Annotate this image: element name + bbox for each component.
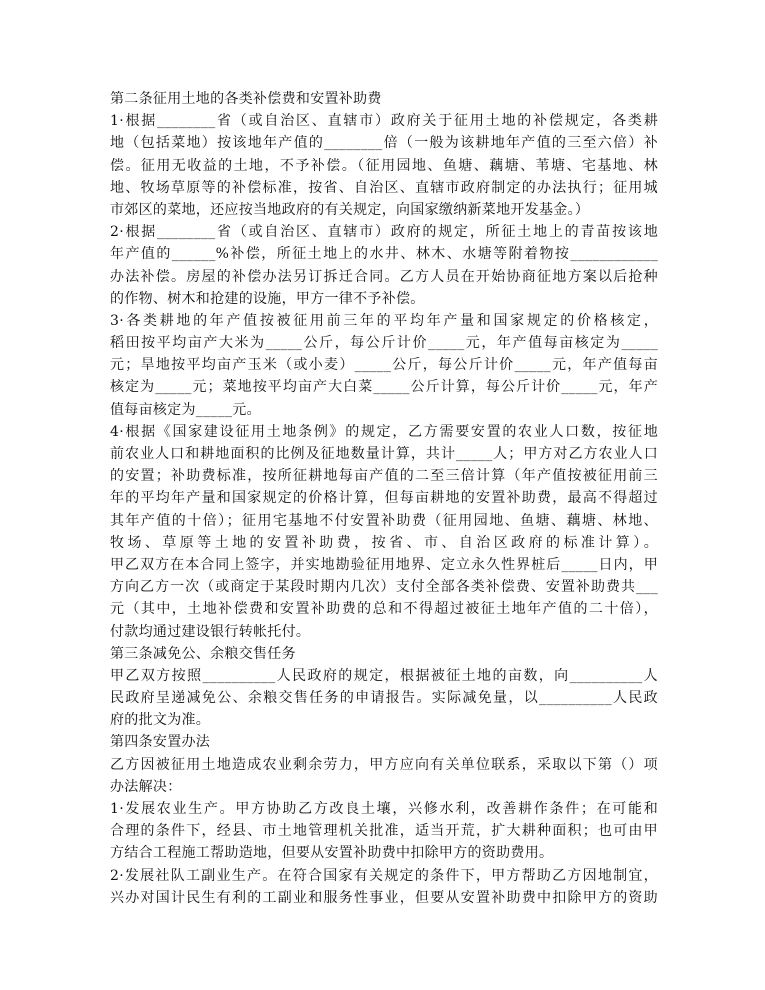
text-line: 合理的条件下，经县、市土地管理机关批准，适当开荒，扩大耕种面积；也可由甲 [110, 823, 658, 840]
text-line: 方向乙方一次（或商定于某段时期内几次）支付全部各类补偿费、安置补助费共___ [110, 579, 658, 596]
text-line: 年产值的______%补偿，所征土地上的水井、林木、水塘等附着物按____________ [110, 246, 658, 263]
text-line: 4·根据《国家建设征用土地条例》的规定，乙方需要安置的农业人口数，按征地 [110, 423, 658, 440]
text-line: 付款均通过建设银行转帐托付。 [110, 623, 311, 640]
text-line: 甲乙双方按照__________人民政府的规定，根据被征土地的亩数，向__________人 [110, 667, 658, 684]
text-line: 稻田按平均亩产大米为_____公斤，每公斤计价_____元，年产值每亩核定为_____ [110, 335, 658, 352]
text-line: 民政府呈递减免公、余粮交售任务的申请报告。实际减免量，以__________人民政 [110, 690, 658, 707]
text-line: 办法补偿。房屋的补偿办法另订拆迁合同。乙方人员在开始协商征地方案以后抢种 [110, 268, 658, 285]
contract-text [110, 88, 658, 909]
text-line: 1·发展农业生产。甲方协助乙方改良土壤，兴修水利，改善耕作条件；在可能和 [110, 801, 658, 817]
section-heading: 第四条安置办法 [110, 734, 211, 751]
text-line: 甲乙双方在本合同上签字，并实地勘验征用地界、定立永久性界桩后_____日内，甲 [110, 556, 658, 573]
text-line: 核定为_____元；菜地按平均亩产大白菜_____公斤计算，每公斤计价_____元，年产 [110, 379, 658, 396]
text-line: 兴办对国计民生有利的工副业和服务性事业，但要从安置补助费中扣除甲方的资助 [110, 889, 658, 906]
section-heading: 第二条征用土地的各类补偿费和安置补助费 [110, 91, 382, 107]
text-line: 元；旱地按平均亩产玉米（或小麦）_____公斤，每公斤计价_____元，年产值每亩 [110, 357, 658, 374]
text-line: 地、牧场草原等的补偿标准，按省、自治区、直辖市政府制定的办法执行；征用城 [110, 179, 658, 196]
text-line: 值每亩核定为_____元。 [110, 401, 261, 418]
text-line: 府的批文为准。 [110, 712, 211, 729]
text-line: 牧场、草原等土地的安置补助费，按省、市、自治区政府的标准计算）。 [110, 534, 658, 551]
section-heading: 第三条减免公、余粮交售任务 [110, 645, 296, 662]
text-line: 2·发展社队工副业生产。在符合国家有关规定的条件下，甲方帮助乙方因地制宜， [110, 867, 658, 884]
text-line: 地（包括菜地）按该地年产值的________倍（一般为该耕地年产值的三至六倍）补 [110, 135, 658, 152]
text-line: 1·根据________省（或自治区、直辖市）政府关于征用土地的补偿规定，各类耕 [110, 113, 658, 130]
text-line: 元（其中，土地补偿费和安置补助费的总和不得超过被征土地年产值的二十倍）， [110, 601, 658, 618]
text-line: 偿。征用无收益的土地，不予补偿。（征用园地、鱼塘、藕塘、苇塘、宅基地、林 [110, 157, 658, 174]
text-line: 市郊区的菜地，还应按当地政府的有关规定，向国家缴纳新菜地开发基金。） [110, 201, 590, 218]
text-line: 2·根据________省（或自治区、直辖市）政府的规定，所征土地上的青苗按该地 [110, 224, 658, 241]
text-line: 方结合工程施工帮助造地，但要从安置补助费中扣除甲方的资助费用。 [110, 845, 554, 862]
text-line: 3·各类耕地的年产值按被征用前三年的平均年产量和国家规定的价格核定， [110, 312, 658, 329]
text-line: 的安置；补助费标准，按所征耕地每亩产值的二至三倍计算（年产值按被征用前三 [110, 468, 658, 485]
text-line: 的作物、树木和抢建的设施，甲方一律不予补偿。 [110, 290, 425, 307]
text-line: 年的平均年产量和国家规定的价格计算，但每亩耕地的安置补助费，最高不得超过 [110, 490, 658, 507]
text-line: 前农业人口和耕地面积的比例及征地数量计算，共计_____人；甲方对乙方农业人口 [110, 446, 658, 462]
text-line: 其年产值的十倍）；征用宅基地不付安置补助费（征用园地、鱼塘、藕塘、林地、 [110, 512, 658, 529]
text-line: 乙方因被征用土地造成农业剩余劳力，甲方应向有关单位联系，采取以下第（）项 [110, 756, 658, 773]
text-line: 办法解决： [110, 778, 182, 795]
